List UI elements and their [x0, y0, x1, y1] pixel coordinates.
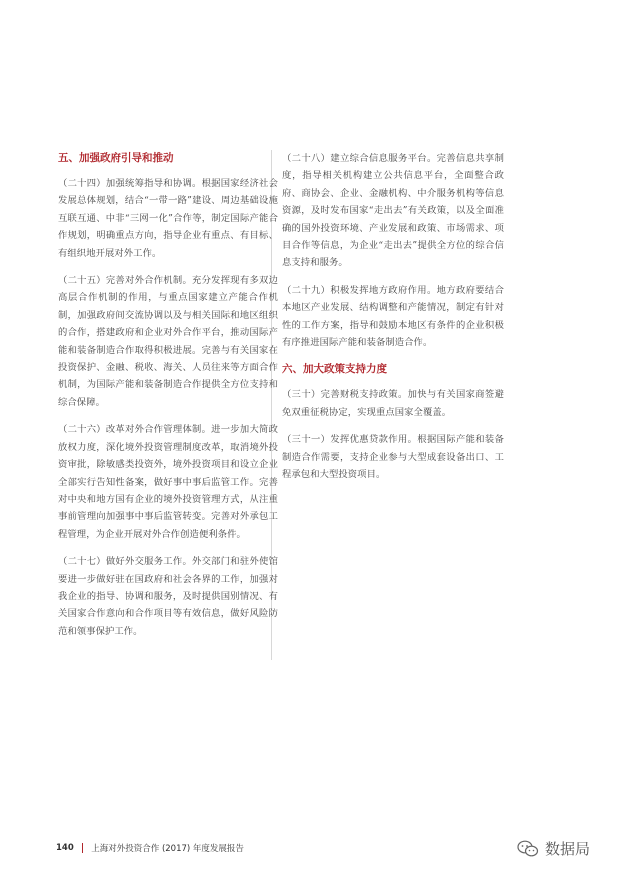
section-heading-6: 六、加大政策支持力度: [282, 363, 387, 376]
paragraph-25: （二十五）完善对外合作机制。充分发挥现有多双边高层合作机制的作用，与重点国家建立产能合作机制，加强政府间交流协调以及与相关国际和地区组织的合作，搭建政府和企业对外合作平台，推动国际产能和装备制造合作取得积极进展。完善与有关国家在投资保护、金融、税收、海关、人员往来等方面合作机制，为国际产能和装备制造合作提供全方位支持和综合保障。: [58, 275, 278, 408]
wechat-icon: [517, 840, 539, 858]
footer-divider: [82, 843, 84, 853]
page-footer: [56, 842, 244, 854]
paragraph-29: （二十九）积极发挥地方政府作用。地方政府要结合本地区产业发展、结构调整和产能情况，制定有针对性的工作方案，指导和鼓励本地区有条件的企业积极有序推进国际产能和装备制造合作。: [282, 284, 504, 349]
watermark: [517, 838, 590, 859]
page-number: 140: [56, 843, 74, 853]
paragraph-24: （二十四）加强统筹指导和协调。根据国家经济社会发展总体规划，结合“一带一路”建设、周边基础设施互联互通、中非“三网一化”合作等，制定国际产能合作规划，明确重点方向，指导企业有重点、有目标、有组织地开展对外工作。: [58, 178, 278, 259]
paragraph-30: （三十）完善财税支持政策。加快与有关国家商签避免双重征税协定，实现重点国家全覆盖。: [282, 389, 504, 418]
section-heading-5: 五、加强政府引导和推动: [58, 152, 174, 164]
report-title: 上海对外投资合作 (2017) 年度发展报告: [91, 844, 244, 854]
paragraph-26: （二十六）改革对外合作管理体制。进一步加大简政放权力度，深化境外投资管理制度改革，取消境外投资审批，除敏感类投资外，境外投资项目和设立企业全部实行告知性备案，做好事中事后监管工作。完善对中央和地方国有企业的境外投资管理方式，从注重事前管理向加强事中事后监管转变。完善对外承包工程管理，为企业开展对外合作创造便利条件。: [58, 424, 278, 540]
paragraph-31: （三十一）发挥优惠贷款作用。根据国际产能和装备制造合作需要，支持企业参与大型成套设备出口、工程承包和大型投资项目。: [282, 434, 504, 481]
paragraph-28: （二十八）建立综合信息服务平台。完善信息共享制度，指导相关机构建立公共信息平台，全面整合政府、商协会、企业、金融机构、中介服务机构等信息资源，及时发布国家“走出去”有关政策，以及全面准确的国外投资环境、产业发展和政策、市场需求、项目合作等信息，为企业“走出去”提供全方位的综合信息支持和服务。: [282, 153, 504, 269]
watermark-text: 数据局: [544, 840, 590, 858]
left-column: [58, 150, 278, 650]
paragraph-27: （二十七）做好外交服务工作。外交部门和驻外使馆要进一步做好驻在国政府和社会各界的工作，加强对我企业的指导、协调和服务，及时提供国别情况、有关国家合作意向和合作项目等有效信息，做好风险防范和领事保护工作。: [58, 556, 278, 637]
right-column: [282, 150, 504, 494]
